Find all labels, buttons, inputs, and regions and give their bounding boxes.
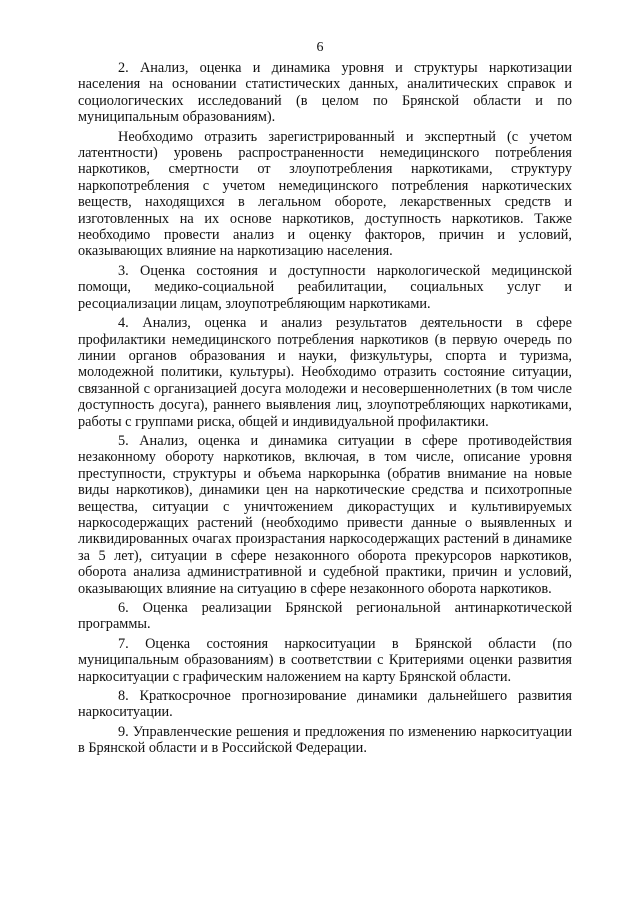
document-body bbox=[78, 60, 572, 760]
paragraph-3-medical-help: 3. Оценка состояния и доступности наркологической медицинской помощи, медико-социальной реабилитации, социальных услуг и ресоциализации лицам, злоупотребляющим наркотиками. bbox=[78, 262, 572, 312]
page-number: 6 bbox=[316, 40, 324, 55]
paragraph-2-analysis-narcotization: 2. Анализ, оценка и динамика уровня и структуры наркотизации населения на основании статистических данных, аналитических справок и социологических исследований (в целом по Брянской области и по муниципальным образованиям). bbox=[78, 60, 572, 126]
paragraph-7-situation-assessment: 7. Оценка состояния наркоситуации в Брянской области (по муниципальным образованиям) в соответствии с Критериями оценки развития наркоситуации с графическим наложением на карту Брянской области. bbox=[78, 635, 572, 685]
paragraph-8-forecast: 8. Краткосрочное прогнозирование динамики дальнейшего развития наркоситуации. bbox=[78, 688, 572, 721]
paragraph-9-decisions: 9. Управленческие решения и предложения по изменению наркоситуации в Брянской области и в Российской Федерации. bbox=[78, 723, 572, 757]
paragraph-necessary-reflect: Необходимо отразить зарегистрированный и экспертный (с учетом латентности) уровень распространенности немедицинского потребления наркотиков, смертности от злоупотребления наркотиками, структуру наркопотребления с учетом немедицинского потребления наркотических веществ, находящихся в легальном обороте, лекарственных средств и изготовленных на их основе наркотиков, доступность наркотиков. Также необходимо провести анализ и оценку факторов, причин и условий, оказывающих влияние на наркотизацию населения. bbox=[78, 128, 572, 260]
paragraph-4-prevention: 4. Анализ, оценка и анализ результатов деятельности в сфере профилактики немедицинского потребления наркотиков (в первую очередь по линии органов образования и науки, физкультуры, спорта и туризма, молодежной политики, культуры). Необходимо отразить состояние ситуации, связанной с организацией досуга молодежи и несовершеннолетних (в том числе доступность досуга), раннего выявления лиц, злоупотребляющих наркотиками, работы с группами риска, общей и индивидуальной профилактики. bbox=[78, 315, 572, 430]
paragraph-6-regional-program: 6. Оценка реализации Брянской региональной антинаркотической программы. bbox=[78, 600, 572, 633]
paragraph-5-illegal-trafficking: 5. Анализ, оценка и динамика ситуации в сфере противодействия незаконному обороту наркотиков, включая, в том числе, описание уровня преступности, структуры и объема наркорынка (обратив внимание на новые виды наркотиков), динамики цен на наркотические средства и психотропные вещества, ситуации с уничтожением дикорастущих и культивируемых наркосодержащих растений (необходимо привести данные о выявленных и ликвидированных очагах произрастания наркосодержащих растений в динамике за 5 лет), ситуации в сфере незаконного оборота прекурсоров наркотиков, оборота анализа административной и судебной практики, причин и условий, оказывающих влияние на ситуацию в сфере незаконного оборота наркотиков. bbox=[78, 432, 572, 597]
